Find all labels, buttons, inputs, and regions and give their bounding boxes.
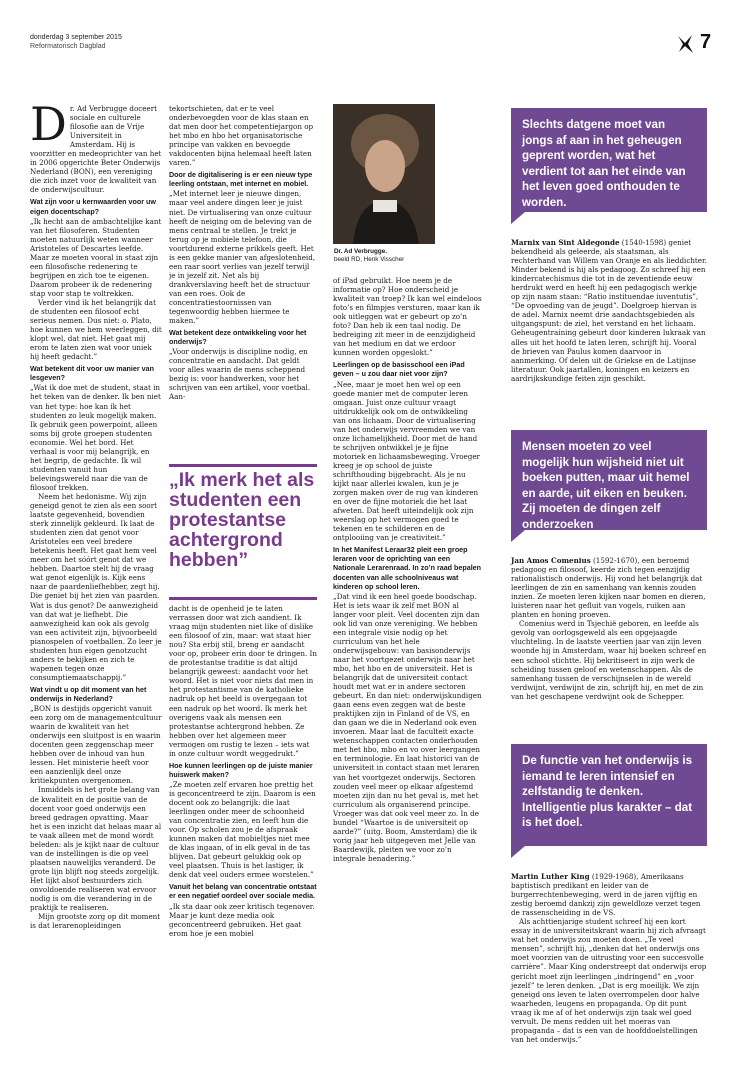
newspaper-logo-icon (676, 34, 694, 54)
answer-paragraph: „Nee, maar je moet hen wel op een goede manier met de computer leren omgaan. Juist onze cultuur vraagt uitdrukkelijk ook om de ontwikkeling van ons lichaam. Door de virtualisering van het onderwijs vervreemden we van onze lichamelijkheid. Door met de hand te schrijven ontwikkel je je fijne motoriek en lichaamsbeweging. Vroeger kreeg je op school de juiste schrifthouding bijgebracht. Als je nu kijkt naar allerlei kwalen, kun je je zorgen maken over de rug van kinderen en over de fijne motoriek die het laat afweten. Dat heeft uiteindelijk ook zijn weerslag op het vermogen goed te tekenen en te schilderen en de ontplooiing van je creativiteit.” (333, 379, 480, 543)
article-column-1 (30, 104, 162, 1062)
bio-king (511, 872, 707, 1044)
caption-credit: beeld RD, Henk Visscher (334, 256, 405, 263)
bio-name: Martin Luther King (511, 872, 590, 881)
quote-box-marnix: Slechts datgene moet van jongs af aan in het geheugen geprent worden, wat het verdient tot aan het einde van het leven goed onthouden te worden. (511, 108, 707, 212)
bio-marnix (511, 238, 707, 383)
quote-box-king: De functie van het onderwijs is iemand te leren intensief en zelfstandig te denken. Intelligentie plus karakter – dat is het doel. (511, 744, 707, 846)
pull-quote: „Ik merk het als studenten een protestantse achtergrond hebben” (169, 469, 315, 571)
answer-paragraph: Mijn grootste zorg op dit moment is dat lerarenopleidingen (30, 912, 161, 931)
bio-paragraph (511, 872, 707, 917)
drop-cap: D (30, 104, 67, 151)
intro-paragraph: r. Ad Verbrugge doceert sociale en culturele filosofie aan de Vrije Universiteit in Amsterdam. Hij is voorzitter en medeoprichter van het in 2006 opgerichte Beter Onderwijs Nederland (BON), een vereniging die zich inzet voor de kwaliteit van de onderwijscultuur. (30, 104, 162, 195)
bio-paragraph: Comenius werd in Tsjechië geboren, en leefde als gevolg van oorlogsgeweld als een opgejaagde vluchteling. In de laatste veertien jaar van zijn leven woonde hij in Amsterdam, waar hij boeken schreef en een school stichtte. Hij bekritiseert in zijn werk de scheiding tussen geloof en wetenschappen. Als de samenhang tussen de verschijnselen in de wereld verdwijnt, verdwijnt de zin, schrijft hij, en met de zin van het geschapene verdwijnt ook de Schepper. (511, 619, 707, 701)
bio-text: (1540-1598) geniet bekendheid als geleerde, als staatsman, als rechterhand van Willem van Oranje en als lieddichter. Minder bekend is hij als pedagoog. Zo schreef hij een kindercatechismus die tot in de zeventiende eeuw herdrukt werd en heeft hij een pedagogisch werkje op zijn naam staan: “Ratio instituendae iuventutis”, “De opvoeding van de jeugd”. Doelgroep hiervan is de adel. Marnix neemt drie aandachtsgebieden als uitgangspunt: de ziel, het verstand en het lichaam. Geheugentraining gebeurt door kinderen lukraak van alles uit het hoofd te laten leren, schrijft hij. Vooral de brieven van Paulus komen daarvoor in aanmerking. Of delen uit de Griekse en de Latijnse literatuur. Ook jaartallen, koningen en keizers en aardrijkskundige feiten zijn geschikt. (511, 238, 707, 383)
portrait-photo (333, 104, 435, 244)
answer-paragraph: tekortschieten, dat er te veel onderbevoegden voor de klas staan en dat men door het competentiejargon op het mbo en hbo het organisatorische principe van vakken en bevoegde vakdocenten bijna helemaal heeft laten varen.” (169, 104, 314, 168)
pullquote-top-rule (169, 464, 317, 467)
question-heading: Wat vindt u op dit moment van het onderwijs in Nederland? (30, 685, 147, 703)
bio-text: (1592-1670), een beroemd pedagoog en filosoof, keerde zich tegen eenzijdig rationalistisch onderwijs. Hij vond het belangrijk dat leerlingen de zin en samenhang van kennis zouden inzien. Ze moeten leren kijken naar bomen en dieren, luisteren naar het gefluit van vogels, ruiken aan planten en honing proeven. (511, 556, 706, 620)
question-heading: Vanuit het belang van concentratie ontstaat er een negatief oordeel over sociale media. (169, 883, 317, 901)
answer-paragraph: Neem het hedonisme. Wij zijn geneigd genot te zien als een soort laatste gegevenheid, bovendien sterk zinnelijk gekleurd. Ik laat de studenten zien dat genot voor Aristoteles een veel bredere betekenis heeft. Het gaat hem veel meer om het sóórt genot dat we hebben. Daartoe stelt hij de vraag wat genot eigenlijk is. Kijk eens naar de paardenliefhebber, zegt hij. Die geniet bij het zien van paarden. Wat is dus genot? De aanwezigheid van dat wat je liefhebt. Die aanwezigheid kan ook als gevolg van een activiteit zijn, bijvoorbeeld pianospelen of voetballen. Zo leer je studenten hun eigen genotzucht anders te bekijken en zich te wapenen tegen onze consumptiemaatschappij.” (30, 491, 162, 682)
bio-name: Marnix van Sint Aldegonde (511, 238, 620, 247)
question-heading: Door de digitalisering is er een nieuw type leerling ontstaan, met internet en mobiel. (169, 171, 313, 189)
answer-paragraph: „BON is destijds opgericht vanuit een zorg om de managementcultuur waarin de kwaliteit van het onderwijs een sluitpost is en waarin docenten geen zeggenschap meer hebben over de inhoud van hun lessen. Het ministerie heeft voor een aanzienlijk deel onze kritiekpunten overgenomen. (30, 704, 162, 786)
bio-paragraph (511, 238, 707, 383)
pullquote-bottom-rule (169, 597, 317, 600)
header-paper-name: Reformatorisch Dagblad (30, 43, 106, 50)
question-heading: Wat zijn voor u kernwaarden voor uw eigen docentschap? (30, 198, 156, 216)
article-column-2-bottom (169, 604, 317, 1062)
question-heading: In het Manifest Leraar32 pleit een groep leraren voor de oprichting van een Nationale Lerarenraad. In zo’n raad bepalen docenten van alle schoolniveaus wat kinderen op school leren. (333, 546, 482, 591)
bio-text: (1929-1968), Amerikaans baptistisch predikant en leider van de burgerrechtenbeweging, werd in de jaren vijftig en zestig beroemd dankzij zijn geweldloze verzet tegen de rassenscheiding in de VS. (511, 872, 701, 918)
photo-caption (334, 248, 404, 264)
question-heading: Hoe kunnen leerlingen op de juiste manier huiswerk maken? (169, 761, 313, 779)
answer-paragraph: „Dat vind ik een heel goede boodschap. Het is iets waar ik zelf met BON al langer voor pleit. Veel docenten zijn dan ook lid van onze vereniging. We hebben een integrale visie nodig op het curriculum van het hele onderwijsgebouw: van basisonderwijs naar het voortgezet onderwijs naar het mbo, het hbo en de universiteit. Het is belangrijk dat de universiteit contact houdt met wat er in andere sectoren gebeurt. En dan niet: onderwijskundigen gaan eens even zeggen wat de beste praktijken zijn in Finland of de VS, en dan gaan we die in Nederland ook even invoeren. Maar laat de faculteit exacte wetenschappen contacten onderhouden met het hbo, mbo en vo over leergangen en terminologie. En laat historici van de universiteit in contact staan met leraren van het voortgezet onderwijs. Sectoren zouden veel meer op elkaar afgestemd moeten zijn dan nu het geval is, met het curriculum als organiserend principe. Vroeger was dat ook veel meer zo. In de bundel “Waartoe is de universiteit op aarde?” (uitg. Boom, Amsterdam) die ik vorig jaar heb uitgegeven met Jelle van Baardewijk, pleiten we voor zo’n integrale benadering.” (333, 591, 482, 863)
article-column-3 (333, 276, 483, 1062)
header-date: donderdag 3 september 2015 (30, 34, 122, 41)
question-heading: Wat betekent deze ontwikkeling voor het onderwijs? (169, 329, 307, 347)
answer-paragraph: „Met internet leer je nieuwe dingen, maar veel andere dingen leer je juist niet. De virtualisering van onze cultuur heeft de neiging om de beleving van de mens centraal te stellen. Je trekt je terug op je mobiele telefoon, die voortdurend externe prikkels geeft. Het is een gekke manier van afgeslotenheid, een raar soort verlies van jezelf terwijl je in jezelf zit. Net als bij drankverslaving heeft het de structuur van een roes. Ook de concentratiestoornissen van tegenwoordig hebben hiermee te maken.” (169, 189, 316, 326)
question-heading: Leerlingen op de basisschool een iPad geven – u zou daar niet voor zijn? (333, 361, 465, 379)
quote-box-comenius: Mensen moeten zo veel mogelijk hun wijsheid niet uit boeken putten, maar uit hemel en aarde, uit eiken en beuken. Zij moeten de dingen zelf onderzoeken (511, 430, 707, 530)
answer-paragraph: „Ik sta daar ook zeer kritisch tegenover. Maar je kunt deze media ook geconcentreerd gebruiken. Het gaat erom hoe je een mobiel (169, 901, 315, 938)
answer-paragraph: „Wat ik doe met de student, staat in het teken van de denker. Ik ben niet van het type: hoe kan ik het studenten zo leuk mogelijk maken. Ik gebruik geen powerpoint, alleen soms bij grote groepen studenten economie. Wel het bord. Het verhaal is voor mij belangrijk, en het begrip, de gedachte. Ik wil studenten vanuit hun belevingswereld naar die van de filosoof trekken. (30, 383, 161, 492)
answer-paragraph: Verder vind ik het belangrijk dat de studenten een filosoof echt serieus nemen. Dus niet: o. Plato, hoe kunnen we hem weerleggen, dit klopt wel, dat niet. Het gaat mij erom te laten zien wat voor uniek hij heeft gedacht.” (30, 297, 162, 362)
answer-paragraph: of iPad gebruikt. Hoe neem je de informatie op? Hoe onderscheid je kwaliteit van troep? Ik kan wel eindeloos foto’s en filmpjes versturen, maar kan ik ook uitleggen wat er gebeurt op zo’n foto? Dan heb ik een taal nodig. De bedreiging zit meer in de eenzijdigheid van het medium en dat we erdoor kunnen worden opgeslokt.” (333, 276, 482, 358)
answer-paragraph: dacht is de openheid je te laten verrassen door wat zich aandient. Ik vraag mijn studenten niet like of dislike een filosoof of zin, maar: wat staat hier nou? Sta erbij stil, breng er aandacht voor op, probeer erin door te dringen. In de protestantse traditie is dat altijd belangrijk geweest: aandacht voor het woord. Het is niet voor niets dat men in het protestantisme van de katholieke nadruk op het beeld is overgegaan tot een nadruk op het woord. Ik merk het overigens vaak als mensen een protestantse achtergrond hebben. Ze hebben over het algemeen meer vermogen om rustig te lezen – iets wat in onze cultuur wordt weggedrukt.” (169, 604, 317, 758)
caption-name: Dr. Ad Verbrugge. (334, 248, 387, 255)
page-number: 7 (700, 31, 712, 53)
bio-paragraph: Als achttienjarige student schreef hij een kort essay in de universiteitskrant waarin hij zich afvraagt wat het onderwijs zou moeten doen. „Te veel mensen”, schrijft hij, „denken dat het onderwijs ons moet voorzien van de uitrusting voor een succesvolle carrière”. Maar King onderstreept dat onderwijs erop gericht moet zijn leerlingen „indringend” en „voor jezelf” te leren denken. „Dat is erg moeilijk. We zijn geneigd ons leven te laten overrompelen door halve waarheden, leugens en propaganda. Op dit punt vraag ik me af of het onderwijs zijn taak wel goed vervult. De mens redden uit het moeras van propaganda – dat is een van de hoofddoelstellingen van het onderwijs.” (511, 917, 707, 1044)
answer-paragraph: „Ze moeten zelf ervaren hoe prettig het is geconcentreerd te zijn. Daarom is een docent ook zo belangrijk: die laat leerlingen onder meer de schoonheid van concentratie zien, en leeft hun die voor. Op scholen zou je de afspraak kunnen maken dat mobieltjes niet mee de klas ingaan, of in elk geval in de tas blijven. Dat gebeurt gelukkig ook op veel plaatsen. Thuis is het lastiger, ik denk dat veel ouders ermee worstelen.” (169, 779, 316, 880)
bio-paragraph (511, 556, 707, 619)
article-column-2-top (169, 104, 317, 460)
answer-paragraph: „Voor onderwijs is discipline nodig, en concentratie en aandacht. Dat geldt voor alles waarin de mens scheppend bezig is: voor handwerken, voor het schrijven van een artikel, voor voetbal. Aan- (169, 347, 311, 402)
answer-paragraph: „Ik hecht aan de ambachtelijke kant van het filosoferen. Studenten moeten natuurlijk weten wanneer Aristoteles of Descartes leefde. Maar ze moeten vooral in staat zijn een filosofische redenering te begrijpen en zich toe te eigenen. Daarom probeer ik de redenering stap voor stap te voltrekken. (30, 216, 162, 298)
bio-name: Jan Amos Comenius (511, 556, 591, 565)
question-heading: Wat betekent dit voor uw manier van lesgeven? (30, 365, 154, 383)
bio-comenius (511, 556, 707, 701)
answer-paragraph: Inmiddels is het grote belang van de kwaliteit en de positie van de docent voor goed onderwijs een breed gedragen opvatting. Maar het is een inzicht dat helaas maar al te vaak alleen met de mond wordt beleden: als je kijkt naar de cultuur van de instellingen is die op veel plaatsen nauwelijks veranderd. De grote lijn blijft nog steeds zorgelijk. Het lijkt alsof bestuurders zich onvoldoende realiseren wat ervoor nodig is om die verandering in de praktijk te realiseren. (30, 785, 162, 913)
